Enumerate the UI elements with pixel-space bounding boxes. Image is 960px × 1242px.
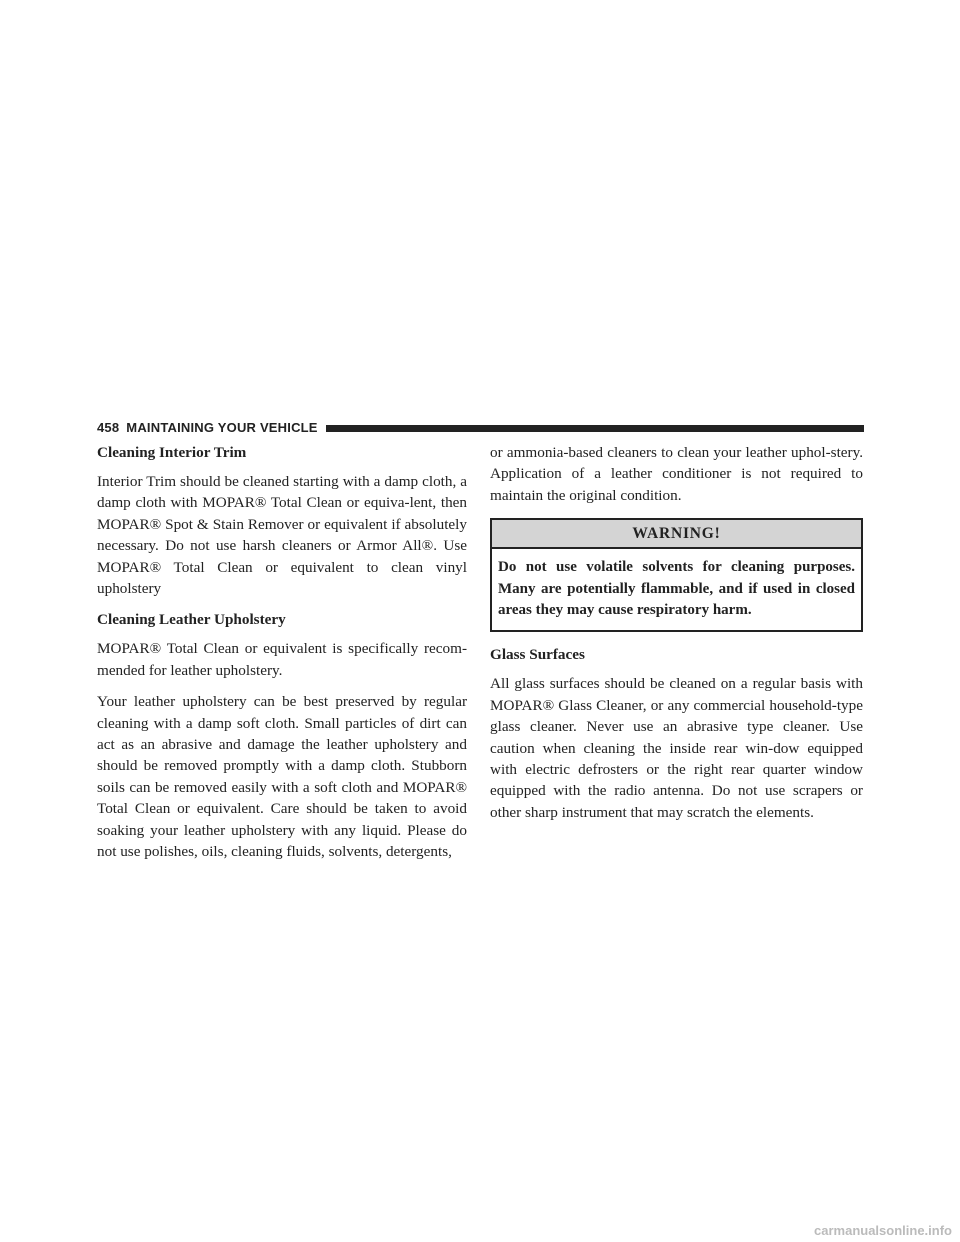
- warning-title: WARNING!: [492, 520, 861, 549]
- page-header: [97, 418, 864, 436]
- paragraph-interior-trim: Interior Trim should be cleaned starting with a damp cloth, a damp cloth with MOPAR® Total Clean or equiva-lent, then MOPAR® Spot & Stain Remover or equivalent if absolutely necessary. Do not use harsh cleaners or Armor All®. Use MOPAR® Total Clean or equivalent to clean vinyl upholstery: [97, 473, 467, 598]
- paragraph-leather-care: Your leather upholstery can be best preserved by regular cleaning with a damp soft cloth. Small particles of dirt can act as an abrasive and damage the leather upholstery and should be removed promptly with a damp cloth. Stubborn soils can be removed easily with a soft cloth and MOPAR® Total Clean or equivalent. Care should be taken to avoid soaking your leather upholstery with any liquid. Please do not use polishes, oils, cleaning fluids, solvents, detergents,: [97, 693, 467, 861]
- watermark: carmanualsonline.info: [814, 1223, 952, 1238]
- right-column: [490, 442, 863, 833]
- heading-cleaning-interior-trim: Cleaning Interior Trim: [97, 444, 247, 461]
- heading-cleaning-leather-upholstery: Cleaning Leather Upholstery: [97, 611, 286, 629]
- paragraph-glass-surfaces: All glass surfaces should be cleaned on a regular basis with MOPAR® Glass Cleaner, or any commercial household-type glass cleaner. Never use an abrasive type cleaner. Use caution when cleaning the inside rear win-dow equipped with electric defrosters or the right rear quarter window equipped with the radio antenna. Do not use scrapers or other sharp instrument that may scratch the elements.: [490, 675, 863, 821]
- paragraph-leather-continued: or ammonia-based cleaners to clean your leather uphol-stery. Application of a leather conditioner is not required to maintain the original condition.: [490, 444, 863, 504]
- section-title: MAINTAINING YOUR VEHICLE: [126, 419, 318, 435]
- heading-glass-surfaces: Glass Surfaces: [490, 646, 585, 664]
- left-column: [97, 442, 467, 873]
- warning-box: [490, 518, 863, 632]
- warning-text: Do not use volatile solvents for cleaning purposes. Many are potentially flammable, and if used in closed areas they may cause respiratory harm.: [498, 559, 855, 619]
- page-number: 458: [97, 419, 120, 435]
- paragraph-leather-recommendation: MOPAR® Total Clean or equivalent is specifically recom-mended for leather upholstery.: [97, 640, 467, 679]
- header-rule: [326, 425, 864, 432]
